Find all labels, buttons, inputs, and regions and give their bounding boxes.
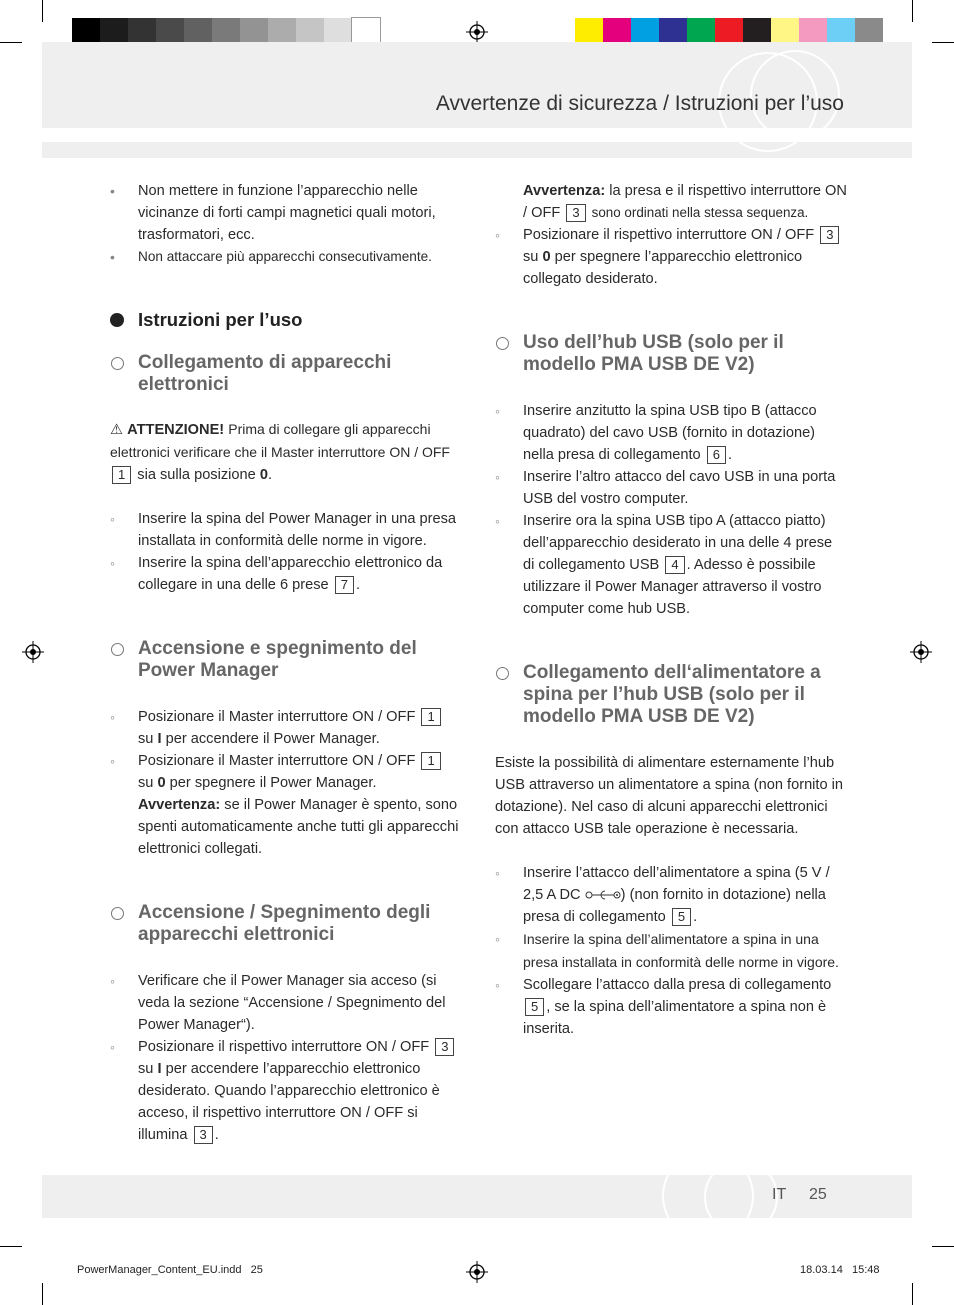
list-item-text: Inserire ora la spina USB tipo A (attacco piatto) dell’apparecchio desiderato in una delle 4 prese di collegamento USB	[523, 513, 833, 573]
subsection-heading-text: Collegamento dell‘alimentatore a spina per l’hub USB (solo per il modello PMA USB DE V2)	[523, 662, 821, 727]
list-item-text: per spegnere l’apparecchio elettronico collegato desiderato.	[523, 249, 803, 287]
instruction-list	[110, 706, 462, 860]
open-bullet-icon: ◦	[495, 469, 500, 485]
reference-number: 3	[820, 226, 839, 244]
subsection-heading	[110, 352, 462, 396]
list-item: ◦ Inserire anzitutto la spina USB tipo B (attacco quadrato) del cavo USB (fornito in dotazione) nella presa di collegamento 6 .	[495, 400, 847, 466]
list-item-text: Inserire la spina dell’alimentatore a spina in una presa installata in conformità delle norme in vigore.	[523, 931, 839, 970]
reference-number: 1	[112, 466, 131, 484]
list-item-text: su	[138, 731, 154, 747]
note-paragraph	[495, 180, 847, 224]
crop-mark	[0, 42, 22, 43]
note-text: sono ordinati nella stessa sequenza.	[591, 205, 809, 220]
open-bullet-icon: ◦	[110, 973, 115, 989]
slug-filename: PowerManager_Content_EU.indd 25	[77, 1264, 263, 1276]
instruction-list	[495, 862, 847, 1040]
crop-mark	[932, 42, 954, 43]
list-item-text: Inserire la spina del Power Manager in una presa installata in conformità delle norme in vigore.	[138, 511, 456, 549]
list-item-text: Inserire l’altro attacco del cavo USB in una porta USB del vostro computer.	[523, 469, 836, 507]
open-circle-icon	[111, 643, 124, 656]
right-column	[495, 180, 847, 1040]
list-item-text: Scollegare l’attacco dalla presa di collegamento	[523, 977, 832, 993]
list-item	[110, 246, 462, 268]
list-item-text: per accendere il Power Manager.	[165, 731, 380, 747]
instruction-list	[495, 400, 847, 620]
bullet-icon: •	[110, 183, 115, 199]
open-circle-icon	[111, 907, 124, 920]
subsection-heading-text: Uso dell’hub USB (solo per il modello PMA USB DE V2)	[523, 332, 784, 375]
list-item-text: Posizionare il Master interruttore ON / OFF	[138, 753, 416, 769]
crop-mark	[42, 1283, 43, 1305]
open-bullet-icon: ◦	[495, 931, 500, 947]
list-item	[495, 224, 847, 290]
list-item: ◦ Inserire la spina dell’apparecchio elettronico da collegare in una delle 6 prese 7 .	[110, 552, 462, 596]
attention-tail: sia sulla posizione	[137, 467, 256, 483]
subsection-heading	[495, 332, 847, 376]
note-label: Avvertenza:	[523, 183, 606, 199]
crop-mark	[912, 0, 913, 22]
list-item	[110, 180, 462, 246]
section-heading	[110, 309, 462, 331]
crop-mark	[0, 1246, 22, 1247]
list-item	[495, 510, 847, 620]
position-symbol: 0	[259, 467, 268, 483]
list-item	[495, 466, 847, 510]
list-item	[110, 706, 462, 750]
crop-mark	[932, 1246, 954, 1247]
open-bullet-icon: ◦	[110, 753, 115, 769]
dc-polarity-icon	[585, 889, 621, 901]
list-item: ◦ Posizionare il rispettivo interruttore ON / OFF 3 su I per accendere l’apparecchio elettronico desiderato. Quando l’apparecchio elettronico è acceso, il rispettivo interruttore ON / OFF si illumina 3 .	[110, 1036, 462, 1146]
subsection-heading	[110, 638, 462, 682]
open-bullet-icon: ◦	[110, 1039, 115, 1055]
registration-mark-icon	[910, 641, 932, 663]
open-bullet-icon: ◦	[495, 227, 500, 243]
reference-number: 1	[421, 752, 440, 770]
reference-number: 6	[707, 446, 726, 464]
list-item-text: Inserire la spina dell’apparecchio elettronico da collegare in una delle 6 prese	[138, 555, 443, 593]
list-item	[495, 928, 847, 974]
list-item	[110, 508, 462, 552]
open-bullet-icon: ◦	[110, 511, 115, 527]
reference-number: 3	[435, 1038, 454, 1056]
subsection-heading-text: Collegamento di apparecchi elettronici	[138, 352, 392, 395]
list-item-text: Non attaccare più apparecchi consecutivamente.	[138, 249, 432, 264]
section-heading-text: Istruzioni per l’uso	[138, 309, 303, 330]
subsection-heading	[495, 662, 847, 728]
crop-mark	[912, 1283, 913, 1305]
list-item-text: Verificare che il Power Manager sia acceso (si veda la sezione “Accensione / Spegnimento del Power Manager“).	[138, 973, 446, 1033]
open-circle-icon	[111, 357, 124, 370]
list-item-text: Non mettere in funzione l’apparecchio nelle vicinanze di forti campi magnetici quali motori, trasformatori, ecc.	[138, 183, 436, 243]
subsection-heading	[110, 902, 462, 946]
subsection-heading-text: Accensione / Spegnimento degli apparecchi elettronici	[138, 902, 431, 945]
open-circle-icon	[496, 667, 509, 680]
filled-dot-icon	[110, 313, 124, 327]
list-item-text: ) (non fornito in dotazione) nella presa di collegamento	[523, 887, 826, 925]
reference-number: 5	[672, 908, 691, 926]
position-symbol: 0	[157, 775, 166, 791]
list-item-text: Posizionare il Master interruttore ON / OFF	[138, 709, 416, 725]
registration-mark-icon	[466, 1261, 488, 1283]
language-code: IT	[772, 1186, 787, 1203]
subsection-heading-text: Accensione e spegnimento del Power Manager	[138, 638, 417, 681]
left-column	[110, 180, 462, 1146]
open-bullet-icon: ◦	[110, 555, 115, 571]
list-item-text: Inserire anzitutto la spina USB tipo B (attacco quadrato) del cavo USB (fornito in dotazione) nella presa di collegamento	[523, 403, 817, 463]
list-item	[110, 970, 462, 1036]
open-bullet-icon: ◦	[495, 865, 500, 881]
open-bullet-icon: ◦	[495, 513, 500, 529]
note-text: se il Power Manager è spento, sono spenti automaticamente anche tutti gli apparecchi elettronici collegati.	[138, 797, 459, 857]
slug-date: 18.03.14 15:48	[800, 1264, 880, 1276]
warning-triangle-icon: ⚠	[110, 422, 124, 438]
reference-number: 3	[194, 1126, 213, 1144]
list-item-text: su	[138, 775, 154, 791]
open-bullet-icon: ◦	[495, 403, 500, 419]
list-item-text: Posizionare il rispettivo interruttore ON / OFF	[523, 227, 815, 243]
decorative-ring	[704, 1160, 778, 1234]
open-circle-icon	[496, 337, 509, 350]
list-item-text: Inserire l’attacco dell’alimentatore a spina (5 V / 2,5 A DC	[523, 865, 830, 903]
instruction-list	[110, 508, 462, 596]
note-label: Avvertenza:	[138, 797, 221, 813]
registration-mark-icon	[466, 21, 488, 43]
reference-number: 4	[665, 556, 684, 574]
instruction-list	[110, 970, 462, 1146]
position-symbol: 0	[542, 249, 551, 265]
position-symbol: I	[157, 1061, 162, 1077]
list-item-text: su	[523, 249, 539, 265]
list-item-text: Posizionare il rispettivo interruttore ON / OFF	[138, 1039, 430, 1055]
reference-number: 1	[421, 708, 440, 726]
open-bullet-icon: ◦	[110, 709, 115, 725]
list-item: ◦ Inserire l’attacco dell’alimentatore a spina (5 V / 2,5 A DC ) (non fornito in dotazione) nella presa di collegamento 5 .	[495, 862, 847, 928]
page-title: Avvertenze di sicurezza / Istruzioni per l’uso	[435, 92, 844, 115]
note-text: la presa e il rispettivo interruttore ON / OFF	[523, 183, 847, 221]
list-item-text: , se la spina dell’alimentatore a spina non è inserita.	[523, 999, 827, 1037]
attention-paragraph: ⚠ ATTENZIONE! Prima di collegare gli apparecchi elettronici verificare che il Master interruttore ON / OFF 1 sia sulla posizione 0.	[110, 421, 450, 483]
page-number: 25	[809, 1186, 827, 1203]
reference-number: 3	[566, 204, 585, 222]
reference-number: 7	[335, 576, 354, 594]
crop-mark	[42, 0, 43, 22]
list-item-text: per spegnere il Power Manager.	[169, 775, 377, 791]
list-item-text: per accendere l’apparecchio elettronico desiderato. Quando l’apparecchio elettronico è acceso, il rispettivo interruttore ON / OFF si illumina	[138, 1061, 440, 1143]
reference-number: 5	[525, 998, 544, 1016]
list-item	[495, 974, 847, 1040]
position-symbol: I	[157, 731, 162, 747]
bullet-icon: •	[110, 249, 115, 265]
body-paragraph: Esiste la possibilità di alimentare esternamente l’hub USB attraverso un alimentatore a spina (non fornito in dotazione). Nel caso di alcuni apparecchi elettronici con attacco USB tale operazione è necessaria.	[495, 755, 844, 837]
list-item-text: . Adesso è possibile utilizzare il Power Manager attraverso il vostro computer come hub USB.	[523, 557, 822, 617]
open-bullet-icon: ◦	[495, 977, 500, 993]
registration-mark-icon	[22, 641, 44, 663]
list-item	[110, 750, 462, 860]
attention-label: ATTENZIONE!	[127, 422, 225, 438]
list-item-text: su	[138, 1061, 154, 1077]
attention-text: Prima di collegare gli apparecchi elettronici verificare che il Master interruttore ON / OFF	[110, 421, 450, 460]
